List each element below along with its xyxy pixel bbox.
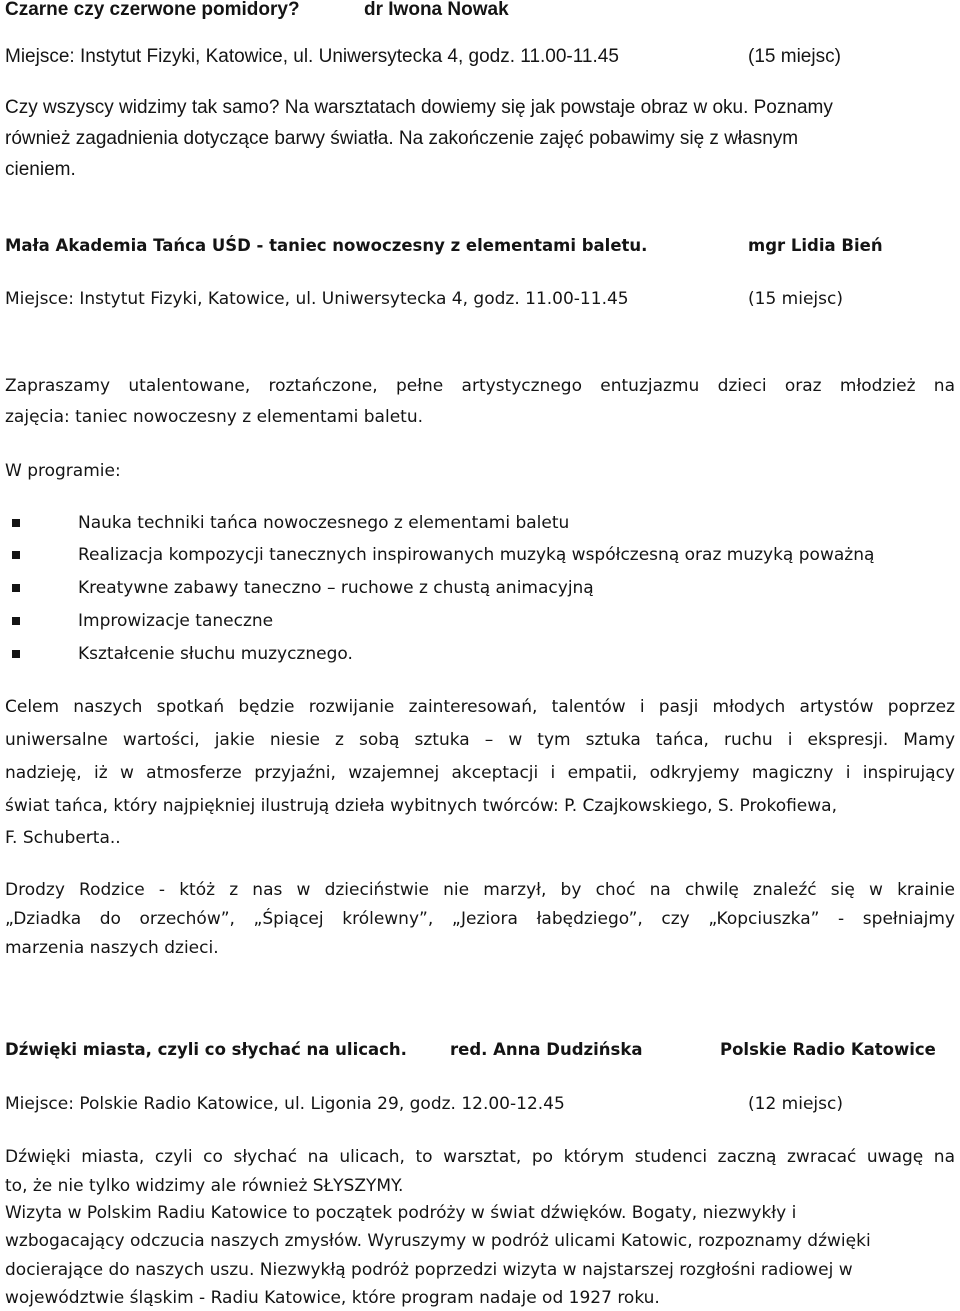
- section2-parents-line: „Dziadka do orzechów”, „Śpiącej królewny”, „Jeziora łabędziego”, czy „Kopciuszka” - spełniajmy: [5, 909, 955, 929]
- section3-description-line: docierające do naszych uszu. Niezwykłą podróż poprzedzi wizyta w najstarszej rozgłośni radiowej w: [5, 1260, 853, 1280]
- section3-title: Dźwięki miasta, czyli co słychać na ulicach.: [5, 1040, 407, 1059]
- section3-description-line: wzbogacający odczucia naszych zmysłów. Wyruszymy w podróż ulicami Katowic, rozpoznamy dźwięki: [5, 1231, 871, 1251]
- section2-title: Mała Akademia Tańca UŚD - taniec nowoczesny z elementami baletu.: [5, 236, 648, 255]
- section3-description-line: Dźwięki miasta, czyli co słychać na ulicach, to warsztat, po którym studenci zaczną zwracać uwagę na: [5, 1147, 955, 1167]
- section2-parents-line: Drodzy Rodzice - któż z nas w dzieciństwie nie marzył, by choć na chwilę znaleźć się w krainie: [5, 880, 955, 900]
- section1-seats: (15 miejsc): [748, 46, 841, 67]
- section2-goal-line: Celem naszych spotkań będzie rozwijanie zainteresowań, talentów i pasji młodych artystów poprzez: [5, 697, 955, 717]
- section1-author: dr Iwona Nowak: [364, 0, 509, 20]
- program-item-label: Kreatywne zabawy taneczno – ruchowe z chustą animacyjną: [78, 578, 594, 598]
- section1-description-line: również zagadnienia dotyczące barwy światła. Na zakończenie zajęć pobawimy się z własnym: [5, 128, 799, 149]
- section2-parents-line: marzenia naszych dzieci.: [5, 938, 219, 958]
- section1-description-line: Czy wszyscy widzimy tak samo? Na warsztatach dowiemy się jak powstaje obraz w oku. Poznamy: [5, 97, 833, 118]
- section3-place: Miejsce: Polskie Radio Katowice, ul. Ligonia 29, godz. 12.00-12.45: [5, 1094, 565, 1114]
- program-item-label: Nauka techniki tańca nowoczesnego z elementami baletu: [78, 513, 570, 533]
- program-item-label: Realizacja kompozycji tanecznych inspirowanych muzyką współczesną oraz muzyką poważną: [78, 545, 875, 565]
- section3-description-line: województwie śląskim - Radiu Katowice, które program nadaje od 1927 roku.: [5, 1288, 660, 1308]
- program-item-label: Kształcenie słuchu muzycznego.: [78, 644, 353, 664]
- section2-place: Miejsce: Instytut Fizyki, Katowice, ul. Uniwersytecka 4, godz. 11.00-11.45: [5, 289, 629, 309]
- section2-goal-line: uniwersalne wartości, jakie niesie z sobą sztuka – w tym sztuka tańca, ruchu i ekspresji. Mamy: [5, 730, 955, 750]
- bullet-square-icon: [12, 551, 20, 559]
- bullet-square-icon: [12, 584, 20, 592]
- section1-place: Miejsce: Instytut Fizyki, Katowice, ul. Uniwersytecka 4, godz. 11.00-11.45: [5, 46, 619, 67]
- section2-intro-line: Zapraszamy utalentowane, roztańczone, pełne artystycznego entuzjazmu dzieci oraz młodzież na: [5, 376, 955, 396]
- section3-description-line: to, że nie tylko widzimy ale również SŁYSZYMY.: [5, 1176, 404, 1196]
- section1-title: Czarne czy czerwone pomidory?: [5, 0, 300, 20]
- section2-goal-line: świat tańca, który najpiękniej ilustrują dzieła wybitnych twórców: P. Czajkowskiego, S. Prokofiewa,: [5, 796, 837, 816]
- program-item-label: Improwizacje taneczne: [78, 611, 274, 631]
- bullet-square-icon: [12, 519, 20, 527]
- section3-author: red. Anna Dudzińska: [450, 1040, 643, 1059]
- bullet-square-icon: [12, 617, 20, 625]
- section2-intro-line: zajęcia: taniec nowoczesny z elementami baletu.: [5, 407, 424, 427]
- section2-seats: (15 miejsc): [748, 289, 843, 309]
- program-label: W programie:: [5, 461, 121, 481]
- section2-goal-line: nadzieję, iż w atmosferze przyjaźni, wzajemnej akceptacji i empatii, odkryjemy magiczny i inspirujący: [5, 763, 955, 783]
- section2-author: mgr Lidia Bień: [748, 236, 883, 255]
- section3-description-line: Wizyta w Polskim Radiu Katowice to początek podróży w świat dźwięków. Bogaty, niezwykły i: [5, 1203, 797, 1223]
- section2-goal-line: F. Schuberta..: [5, 828, 121, 848]
- bullet-square-icon: [12, 650, 20, 658]
- section1-description-line: cieniem.: [5, 159, 76, 180]
- section3-organizer: Polskie Radio Katowice: [720, 1040, 936, 1059]
- section3-seats: (12 miejsc): [748, 1094, 843, 1114]
